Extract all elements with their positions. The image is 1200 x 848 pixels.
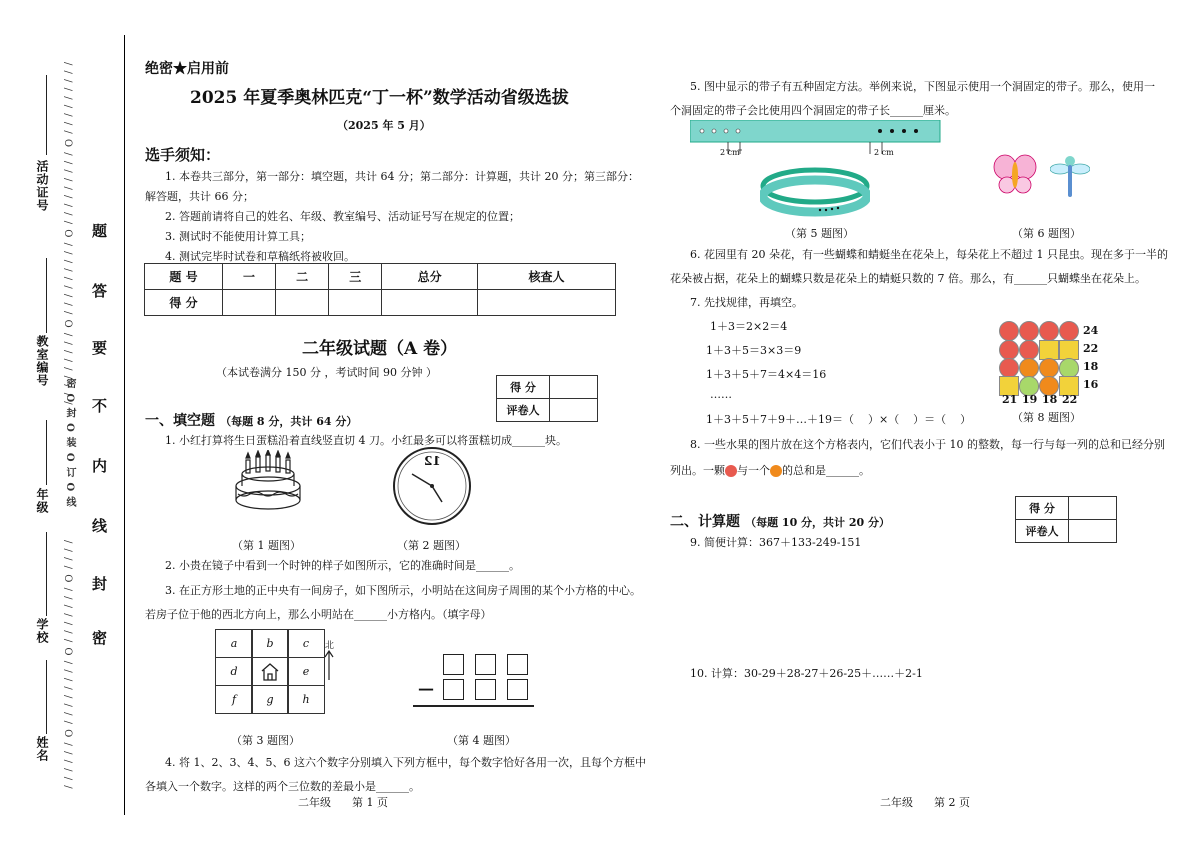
notice-item-3: 3. 测试时不能使用计算工具； bbox=[165, 230, 311, 243]
question-9: 9. 简便计算：367＋133-249-151 bbox=[690, 536, 862, 549]
apple-icon bbox=[999, 358, 1019, 378]
seal-char-6: 线 bbox=[92, 517, 108, 535]
question-8-line-2 bbox=[670, 462, 870, 478]
measure-label-1: 2 cm bbox=[720, 148, 740, 157]
question-8-line-1: 8. 一些水果的图片放在这个方格表内，它们代表小于 10 的整数，每一行与每一列的总和已经分别 bbox=[690, 438, 1165, 451]
section2-title: 二、计算题 bbox=[670, 514, 740, 530]
pattern-question: 1＋3＋5＋7＋9＋…＋19＝（ ）×（ ）＝（ ） bbox=[706, 413, 972, 426]
score-table-score-row bbox=[145, 290, 616, 316]
digit-box[interactable] bbox=[507, 654, 528, 675]
underline-grade bbox=[46, 420, 47, 485]
question-10: 10. 计算：30-29＋28-27＋26-25＋……＋2-1 bbox=[690, 667, 923, 680]
question-4-line-2: 各填入一个数字。这样的两个三位数的差最小是______。 bbox=[145, 780, 420, 793]
grader-label: 评卷人 bbox=[497, 399, 550, 422]
grid-cell-g: g bbox=[251, 685, 289, 714]
seal-char-4: 不 bbox=[92, 397, 108, 415]
page-2-footer: 二年级 第 2 页 bbox=[880, 796, 970, 809]
score-cell[interactable] bbox=[382, 290, 478, 316]
section2-heading bbox=[670, 511, 890, 531]
question-1: 1. 小红打算将生日蛋糕沿着直线竖直切 4 刀。小红最多可以将蛋糕切成______块。 bbox=[165, 434, 567, 447]
question-6-line-1: 6. 花园里有 20 朵花，有一些蝴蝶和蜻蜓坐在花朵上，每朵花上不超过 1 只昆虫。现在多于一半的 bbox=[690, 248, 1168, 261]
exam-title: 2025 年夏季奥林匹克“丁一杯”数学活动省级选拔 bbox=[190, 88, 569, 108]
question-3-line-2: 若房子位于他的西北方向上，那么小明站在______小方格内。（填字母） bbox=[145, 608, 492, 621]
seal-dash-column-top: / / / / / / / / / O / / / / / / / / / O / / / / / / / / / O / / / / / / / / / bbox=[62, 62, 73, 406]
figure-5-caption: （第 5 题图） bbox=[785, 227, 854, 240]
strap-ring-icon bbox=[760, 166, 870, 220]
notice-item-2: 2. 答题前请将自己的姓名、年级、教室编号、活动证号写在规定的位置； bbox=[165, 210, 520, 223]
grid-cell-d: d bbox=[215, 657, 253, 686]
seal-char-7: 封 bbox=[92, 575, 108, 593]
label-id-number: 活动证号 bbox=[35, 160, 49, 212]
grid-cell-house bbox=[251, 657, 289, 686]
orange-inline-icon bbox=[770, 465, 782, 477]
section2-note: （每题 10 分，共计 20 分） bbox=[745, 516, 891, 529]
question-2: 2. 小贵在镜子中看到一个时钟的样子如图所示，它的准确时间是______。 bbox=[165, 559, 520, 572]
apple-inline-icon bbox=[725, 465, 737, 477]
minus-sign: — bbox=[418, 679, 434, 698]
measure-label-2: 2 cm bbox=[874, 148, 894, 157]
digit-box[interactable] bbox=[475, 679, 496, 700]
subtraction-rule bbox=[413, 705, 534, 707]
figure-8-caption: （第 8 题图） bbox=[1012, 411, 1081, 424]
digit-box[interactable] bbox=[507, 679, 528, 700]
underline-school bbox=[46, 532, 47, 616]
grid-cell-a: a bbox=[215, 629, 253, 658]
grader-cell[interactable] bbox=[550, 399, 598, 422]
underline-room bbox=[46, 258, 47, 333]
figure-1-caption: （第 1 题图） bbox=[232, 539, 301, 552]
notice-item-4: 4. 测试完毕时试卷和草稿纸将被收回。 bbox=[165, 250, 355, 263]
col-sum-4: 22 bbox=[1062, 393, 1078, 406]
grid-cell-h: h bbox=[287, 685, 325, 714]
q8-text-part-3: 的总和是______。 bbox=[782, 464, 870, 477]
apple-icon bbox=[1039, 321, 1059, 341]
label-school: 学校 bbox=[35, 618, 49, 644]
col-sum-2: 19 bbox=[1022, 393, 1038, 406]
grid-cell-e: e bbox=[287, 657, 325, 686]
label-room-number: 教室编号 bbox=[35, 335, 49, 387]
underline-id bbox=[46, 75, 47, 155]
grader-score-label: 得 分 bbox=[1016, 497, 1069, 520]
score-header-cell: 三 bbox=[329, 264, 382, 290]
score-cell[interactable] bbox=[223, 290, 276, 316]
seal-char-1: 题 bbox=[92, 222, 108, 240]
grader-score-cell[interactable] bbox=[550, 376, 598, 399]
pattern-line-2: 1＋3＋5＝3×3＝9 bbox=[706, 344, 802, 357]
notice-item-1: 1. 本卷共三部分，第一部分：填空题，共计 64 分；第二部分：计算题，共计 20 分；第三部分： bbox=[165, 170, 639, 183]
grader-label: 评卷人 bbox=[1016, 520, 1069, 543]
section1-title: 一、填空题 bbox=[145, 413, 215, 429]
score-table-header-row bbox=[145, 264, 616, 290]
paper-subtitle: （本试卷满分 150 分 ，考试时间 90 分钟 ） bbox=[216, 366, 437, 379]
grid-cell-b: b bbox=[251, 629, 289, 658]
pattern-line-3: 1＋3＋5＋7＝4×4＝16 bbox=[706, 368, 827, 381]
grader-box-2 bbox=[1015, 496, 1117, 543]
label-grade: 年级 bbox=[35, 488, 49, 514]
grader-box-1 bbox=[496, 375, 598, 422]
paper-title: 二年级试题（A 卷） bbox=[302, 339, 458, 359]
north-arrow-icon bbox=[324, 650, 334, 680]
apple-icon bbox=[999, 321, 1019, 341]
grader-score-cell[interactable] bbox=[1069, 497, 1117, 520]
figure-2-caption: （第 2 题图） bbox=[397, 539, 466, 552]
score-header-cell: 一 bbox=[223, 264, 276, 290]
seal-char-3: 要 bbox=[92, 339, 108, 357]
question-4-line-1: 4. 将 1、2、3、4、5、6 这六个数字分别填入下列方框中，每个数字恰好各用一次，且每个方框中 bbox=[165, 756, 646, 769]
row-sum-1: 24 bbox=[1083, 324, 1099, 337]
col-sum-3: 18 bbox=[1042, 393, 1058, 406]
section1-note: （每题 8 分，共计 64 分） bbox=[220, 415, 358, 428]
cake-icon bbox=[232, 450, 304, 518]
section1-heading bbox=[145, 410, 357, 430]
figure-3-caption: （第 3 题图） bbox=[231, 734, 300, 747]
label-name: 姓名 bbox=[35, 736, 49, 762]
digit-box[interactable] bbox=[443, 679, 464, 700]
question-5-line-1: 5. 图中显示的带子有五种固定方法。举例来说，下图显示使用一个洞固定的带子。那么，使用一 bbox=[690, 80, 1155, 93]
row-sum-4: 16 bbox=[1083, 378, 1099, 391]
score-header-cell: 总分 bbox=[382, 264, 478, 290]
seal-dash-column-bottom: / / / / O / / / / / / / O / / / / / / / / O / / / / / / bbox=[62, 540, 73, 790]
orange-icon bbox=[1019, 358, 1039, 378]
apple-icon bbox=[1059, 321, 1079, 341]
figure-4-caption: （第 4 题图） bbox=[447, 734, 516, 747]
page-1-footer: 二年级 第 1 页 bbox=[298, 796, 388, 809]
pattern-ellipsis: …… bbox=[710, 388, 732, 401]
underline-name bbox=[46, 660, 47, 734]
question-3-line-1: 3. 在正方形土地的正中央有一间房子，如下图所示，小明站在这间房子周围的某个小方格的中心。 bbox=[165, 584, 641, 597]
butterfly-icon bbox=[993, 153, 1037, 195]
pattern-line-1: 1＋3＝2×2＝4 bbox=[710, 320, 788, 333]
binding-divider bbox=[124, 35, 125, 815]
digit-box[interactable] bbox=[443, 654, 464, 675]
secret-mark: 绝密★启用前 bbox=[145, 61, 229, 77]
seal-char-2: 答 bbox=[92, 282, 108, 300]
seal-line-text: 密 O 封 O 装 O 订 O 线 bbox=[64, 378, 75, 508]
grid-cell-f: f bbox=[215, 685, 253, 714]
score-cell[interactable] bbox=[477, 290, 615, 316]
score-row-label: 得 分 bbox=[145, 290, 223, 316]
notice-item-1-cont: 解答题，共计 66 分； bbox=[145, 190, 254, 203]
seal-char-8: 密 bbox=[92, 629, 108, 647]
score-table bbox=[144, 263, 616, 316]
orange-icon bbox=[1039, 358, 1059, 378]
exam-date: （2025 年 5 月） bbox=[337, 119, 431, 132]
row-sum-3: 18 bbox=[1083, 360, 1099, 373]
question-5-line-2: 个洞固定的带子会比使用四个洞固定的带子长______厘米。 bbox=[670, 104, 956, 117]
score-header-cell: 题 号 bbox=[145, 264, 223, 290]
score-header-cell: 二 bbox=[276, 264, 329, 290]
question-6-line-2: 花朵被占据，花朵上的蝴蝶只数是花朵上的蜻蜓只数的 7 倍。那么，有______只蝴蝶坐在花朵上。 bbox=[670, 272, 1146, 285]
score-cell[interactable] bbox=[276, 290, 329, 316]
seal-char-5: 内 bbox=[92, 457, 108, 475]
clock-number-12: 12 bbox=[424, 454, 441, 468]
digit-box[interactable] bbox=[475, 654, 496, 675]
figure-6-caption: （第 6 题图） bbox=[1012, 227, 1081, 240]
grader-score-label: 得 分 bbox=[497, 376, 550, 399]
apple-icon bbox=[1019, 340, 1039, 360]
notice-heading: 选手须知： bbox=[145, 146, 221, 164]
q8-text-part-2: 与一个 bbox=[737, 464, 770, 477]
dragonfly-icon bbox=[1050, 153, 1090, 199]
north-label: 北 bbox=[325, 641, 335, 651]
grid-cell-c: c bbox=[287, 629, 325, 658]
q8-text-part-1: 列出。一颗 bbox=[670, 464, 725, 477]
apple-icon bbox=[999, 340, 1019, 360]
house-icon bbox=[260, 662, 280, 682]
score-cell[interactable] bbox=[329, 290, 382, 316]
row-sum-2: 22 bbox=[1083, 342, 1099, 355]
grader-cell[interactable] bbox=[1069, 520, 1117, 543]
banana-icon bbox=[1039, 340, 1059, 360]
score-header-cell: 核查人 bbox=[477, 264, 615, 290]
apple-icon bbox=[1019, 321, 1039, 341]
col-sum-1: 21 bbox=[1002, 393, 1018, 406]
banana-icon bbox=[1059, 340, 1079, 360]
question-7: 7. 先找规律，再填空。 bbox=[690, 296, 803, 309]
pear-icon bbox=[1059, 358, 1079, 378]
